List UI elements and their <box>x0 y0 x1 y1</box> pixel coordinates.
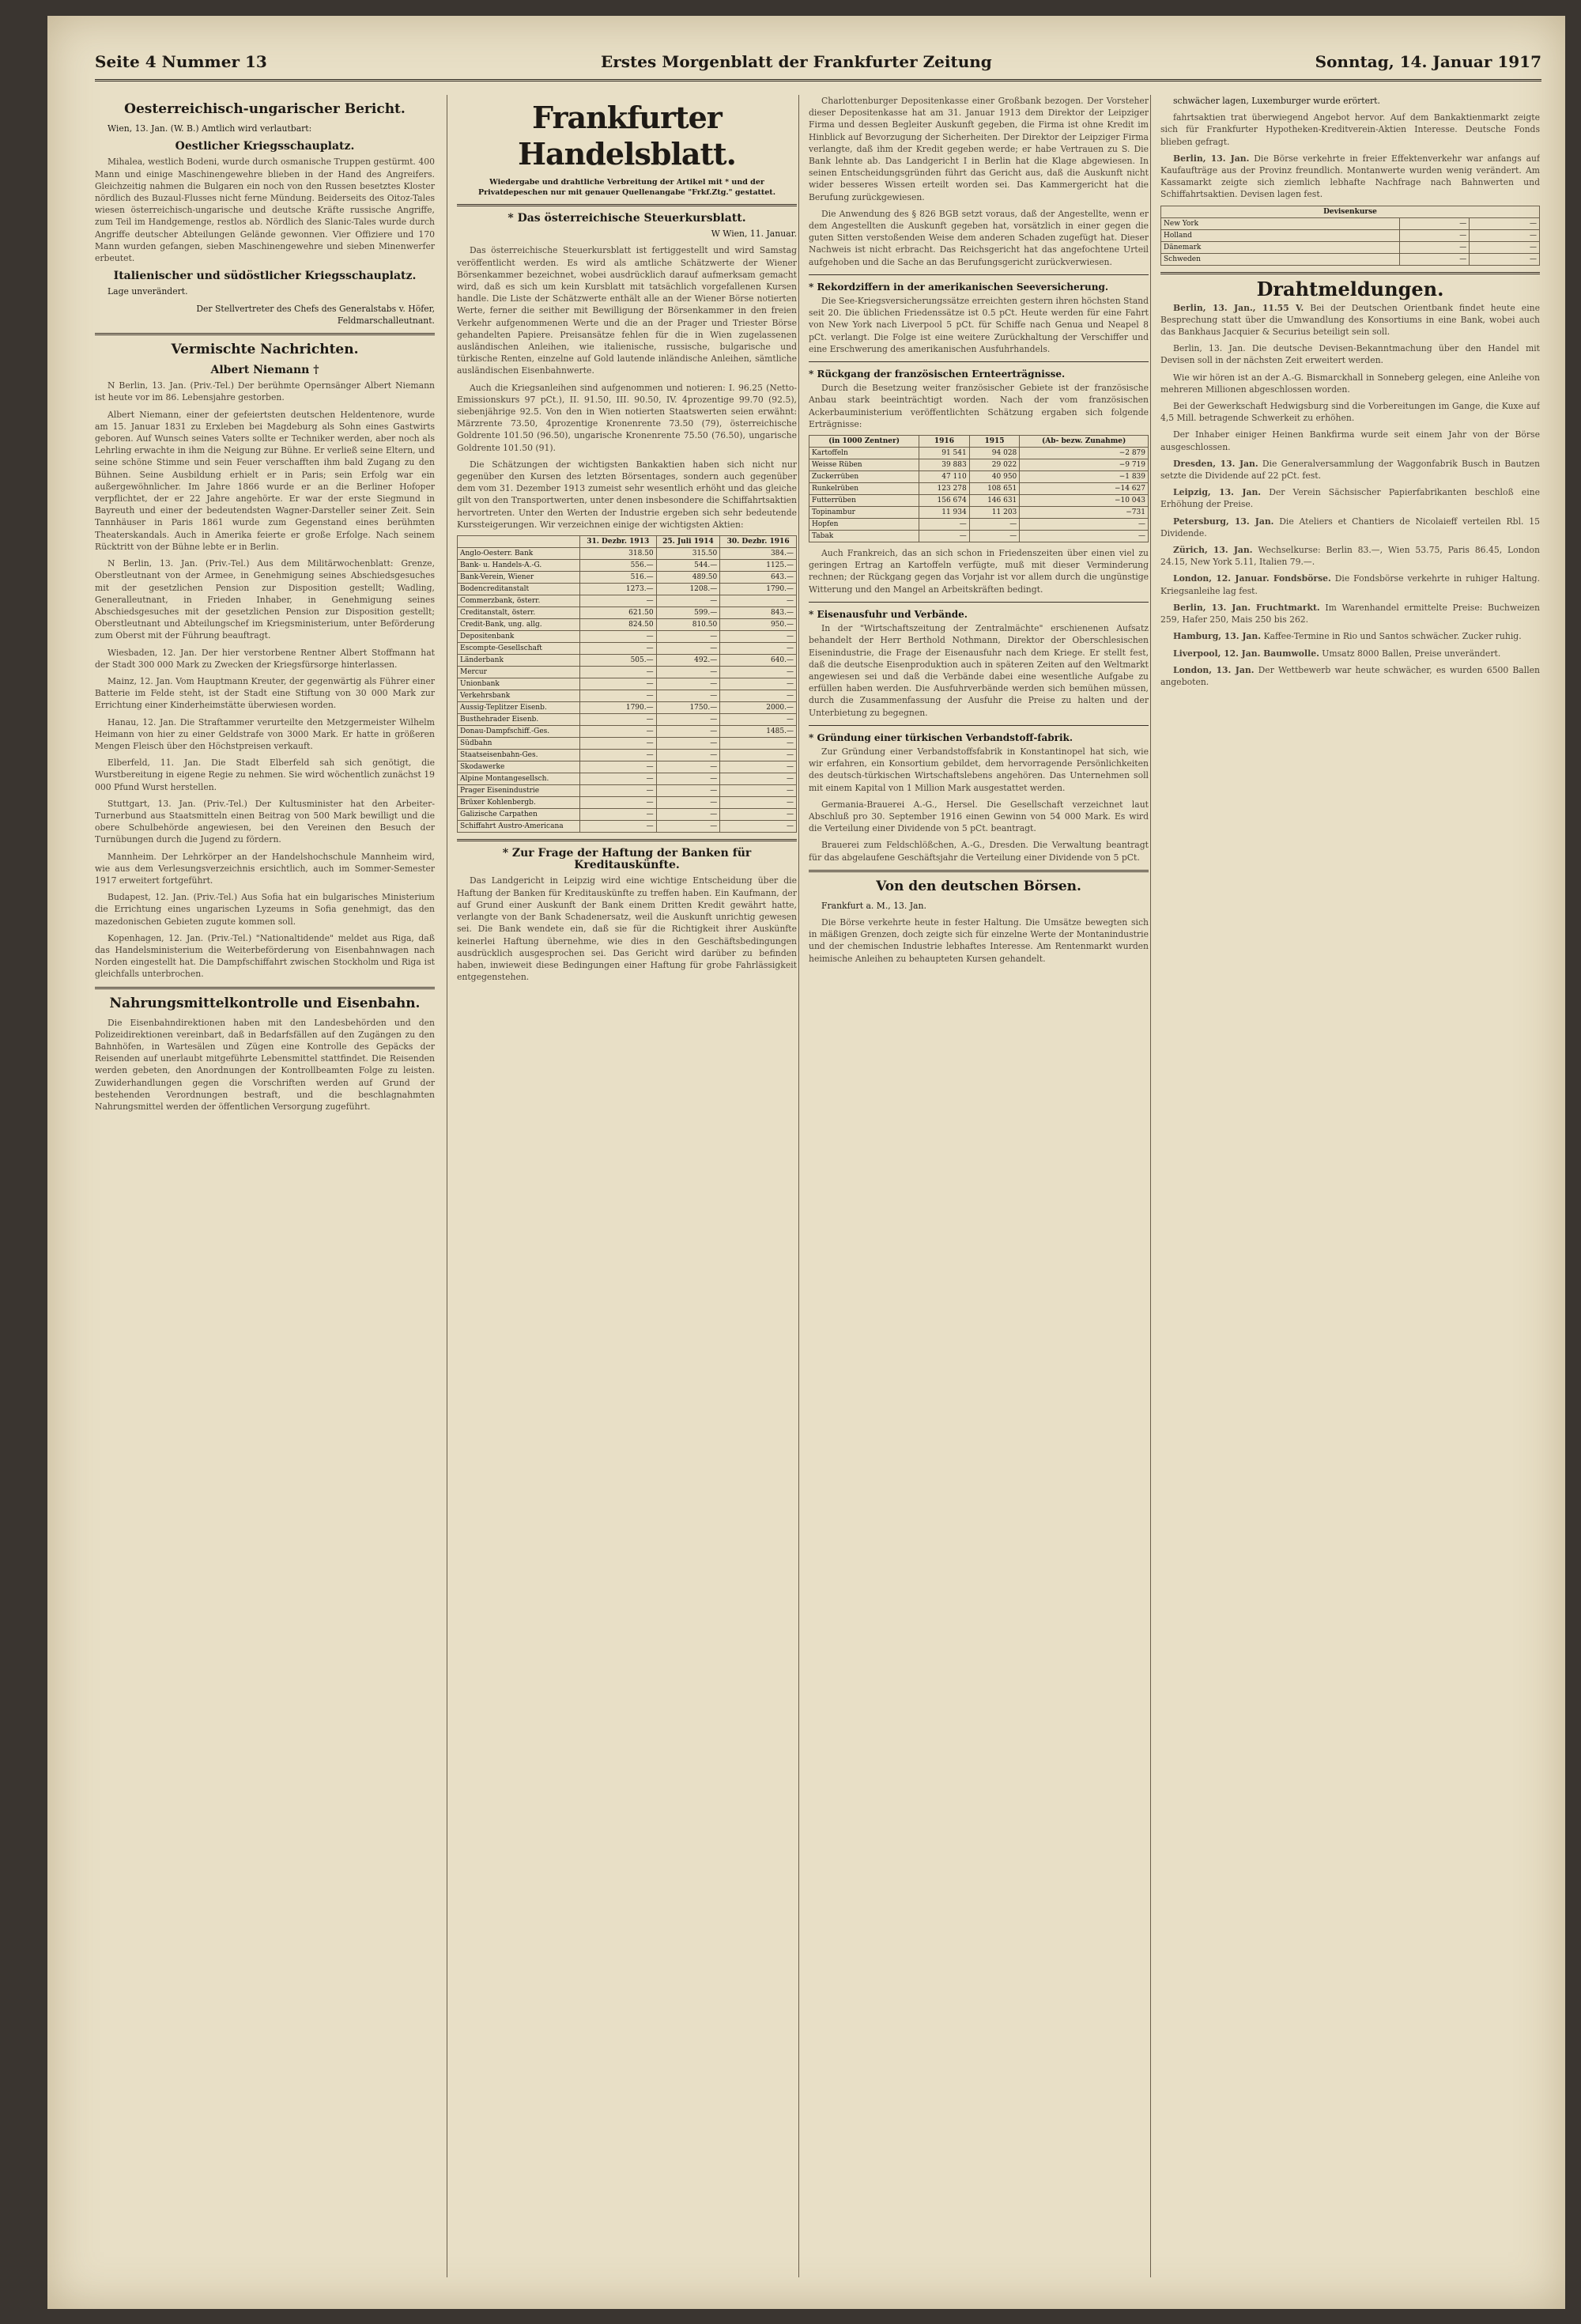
heading-niemann: Albert Niemann † <box>210 364 319 377</box>
harvest-row <box>809 459 1149 471</box>
article-text: Brauerei zum Feldschlößchen, A.-G., Dresden. Die Verwaltung beantragt für das abgelaufene Geschäftsjahr die Verteilung einer Dividende von 5 pCt. <box>809 840 1149 863</box>
table-cell: Dänemark <box>1161 241 1400 253</box>
article-text: Die Anwendung des § 826 BGB setzt voraus, daß der Angestellte, wenn er dem Angestellten die Auskunft gegeben hat, vorsätzlich in einer gegen die guten Sitten verstoßenden Weise dem anderen Schaden zugefügt hat. Dieser Nachweis ist nicht erbracht. Das Reichsgericht hat das angefochtene Urteil aufgehoben und die Sache an das Berufungsgericht zurückverwiesen. <box>809 208 1149 267</box>
harvest-table <box>809 435 1149 542</box>
article-text: Auch Frankreich, das an sich schon in Friedenszeiten über einen viel zu geringen Ertrag an Kartoffeln verfügte, muß mit dieser Verminderung rechnen; der Rückgang gegen das Vorjahr ist vor allem durch die ungünstige Witterung und den Mangel an Arbeitskräften bedingt. <box>809 548 1149 595</box>
table-cell: — <box>720 631 797 643</box>
article-text: Liverpool, 12. Jan. Baumwolle. Umsatz 8000 Ballen, Preise unverändert. <box>1173 648 1501 659</box>
table-cell: −1 839 <box>1020 471 1149 483</box>
table-cell: Anglo-Oesterr. Bank <box>458 548 580 560</box>
devisen-row <box>1161 217 1540 229</box>
table-cell: Prager Eisenindustrie <box>458 785 580 797</box>
table-cell: 492.— <box>656 655 720 667</box>
article-text: Hanau, 12. Jan. Die Straftammer verurteilte den Metzgermeister Wilhelm Heimann von hier zu einer Geldstrafe von 3000 Mark. Er hatte in größeren Mengen Fleisch über den Höchstpreisen verkauft. <box>95 716 435 751</box>
table-cell: — <box>720 785 797 797</box>
harvest-row <box>809 531 1149 542</box>
heading-austrian-report: Oesterreichisch-ungarischer Bericht. <box>124 101 406 117</box>
table-cell: — <box>656 809 720 821</box>
table-cell: — <box>720 773 797 785</box>
table-cell: 11 203 <box>969 507 1020 519</box>
table-cell: — <box>969 531 1020 542</box>
article-text: Durch die Besetzung weiter französischer Gebiete ist der französische Anbau stark beeinträchtigt worden. Nach der vom französischen Ackerbauministerium veröffentlichten Schätzung ergaben sich folgende Erträgnisse: <box>809 383 1149 429</box>
table-cell: Brüxer Kohlenbergb. <box>458 797 580 809</box>
stock-row <box>458 655 797 667</box>
table-cell: — <box>579 773 656 785</box>
stock-row <box>458 690 797 702</box>
article-text: Mihalea, westlich Bodeni, wurde durch osmanische Truppen gestürmt. 400 Mann und einige Maschinengewehre blieben in der Hand des Angreifers. Gleichzeitig nahmen die Bulgaren ein noch von den Russen besetztes Kloster nördlich des Buzaul-Flusses nicht ferne Mündung. Beiderseits des Oitoz-Tales wiesen österreichisch-ungarische und deutsche Kräfte russische Angriffe, zum Teil im Handgemenge, restlos ab. Nördlich des Slanic-Tales wurde durch Angriffe deutscher Abteilungen Gelände gewonnen. Vier Offiziere und 170 Mann wurden gefangen, sieben Maschinengewehre und sieben Minenwerfer erbeutet. <box>95 157 435 264</box>
stock-row <box>458 548 797 560</box>
table-cell: 643.— <box>720 572 797 584</box>
table-cell: — <box>579 785 656 797</box>
table-cell: — <box>579 821 656 833</box>
article-text: Wie wir hören ist an der A.-G. Bismarckhall in Sonneberg gelegen, eine Anleihe von mehreren Millionen abgeschlossen worden. <box>1160 372 1540 395</box>
table-cell: Südbahn <box>458 738 580 750</box>
table-cell: New York <box>1161 217 1400 229</box>
table-cell: 108 651 <box>969 483 1020 495</box>
article-text: Stuttgart, 13. Jan. (Priv.-Tel.) Der Kultusminister hat den Arbeiter-Turnerbund aus Staatsmitteln einen Beitrag von 500 Mark bewilligt und die obere Schulbehörde angewiesen, bei den Vereinen den Besuch der Turnübungen durch die Jugend zu fördern. <box>95 798 435 845</box>
table-cell: — <box>720 678 797 690</box>
table-header-cell <box>458 536 580 548</box>
table-cell: — <box>656 631 720 643</box>
table-cell: 156 674 <box>919 495 970 507</box>
stock-row <box>458 773 797 785</box>
devisen-row <box>1161 241 1540 253</box>
table-cell: — <box>579 690 656 702</box>
table-cell: — <box>720 690 797 702</box>
table-cell: Busthehrader Eisenb. <box>458 714 580 726</box>
table-cell: Schiffahrt Austro-Americana <box>458 821 580 833</box>
stock-row <box>458 572 797 584</box>
stock-row <box>458 821 797 833</box>
subheading-eastern-front: Oestlicher Kriegsschauplatz. <box>175 140 355 153</box>
stock-row <box>458 584 797 595</box>
table-cell: — <box>720 750 797 761</box>
table-cell: Galizische Carpathen <box>458 809 580 821</box>
table-cell: 1273.— <box>579 584 656 595</box>
article-text: Wiesbaden, 12. Jan. Der hier verstorbene Rentner Albert Stoffmann hat der Stadt 300 000 Mark zu Zwecken der Kriegsfürsorge hinterlassen. <box>95 647 435 670</box>
table-cell: — <box>720 667 797 678</box>
table-cell: — <box>1470 217 1540 229</box>
stock-row <box>458 761 797 773</box>
table-cell: 621.50 <box>579 607 656 619</box>
stock-row <box>458 714 797 726</box>
table-cell: — <box>579 714 656 726</box>
article-text: Petersburg, 13. Jan. Die Ateliers et Chantiers de Nicolaieff verteilen Rbl. 15 Dividende. <box>1160 516 1540 538</box>
stock-row <box>458 785 797 797</box>
table-header-cell: 31. Dezbr. 1913 <box>579 536 656 548</box>
table-cell: — <box>579 726 656 738</box>
table-cell: 384.— <box>720 548 797 560</box>
dateline: Frankfurt a. M., 13. Jan. <box>821 900 926 911</box>
table-cell: — <box>1020 531 1149 542</box>
table-cell: 40 950 <box>969 471 1020 483</box>
stock-row <box>458 678 797 690</box>
article-text: fahrtsaktien trat überwiegend Angebot hervor. Auf dem Bankaktienmarkt zeigte sich für Frankfurter Hypotheken-Kreditverein-Aktien Interesse. Deutsche Fonds blieben gefragt. <box>1160 112 1540 147</box>
table-cell: — <box>579 809 656 821</box>
table-cell: — <box>656 773 720 785</box>
table-cell: Verkehrsbank <box>458 690 580 702</box>
table-cell: — <box>919 519 970 531</box>
article-text: Elberfeld, 11. Jan. Die Stadt Elberfeld sah sich genötigt, die Wurstbereitung in eigene Regie zu nehmen. Sie wird wöchentlich zunächst 19 000 Pfund Wurst herstellen. <box>95 758 435 792</box>
column-4 <box>1150 95 1540 2277</box>
article-text: Berlin, 13. Jan., 11.55 V. Bei der Deutschen Orientbank findet heute eine Besprechung statt über die Umwandlung des Konsortiums in eine Bank, wobei auch das Bankhaus Jacquier & Securius beteiligt sein soll. <box>1160 302 1540 338</box>
table-cell: 544.— <box>656 560 720 572</box>
table-header-cell: (in 1000 Zentner) <box>809 436 919 448</box>
table-cell: 315.50 <box>656 548 720 560</box>
table-cell: 318.50 <box>579 548 656 560</box>
stock-row <box>458 809 797 821</box>
table-cell: Escompte-Gesellschaft <box>458 643 580 655</box>
article-text: N Berlin, 13. Jan. (Priv.-Tel.) Der berühmte Opernsänger Albert Niemann ist heute vor im 86. Lebensjahre gestorben. <box>95 380 435 403</box>
table-cell: 39 883 <box>919 459 970 471</box>
table-cell: — <box>579 595 656 607</box>
table-cell: 843.— <box>720 607 797 619</box>
table-cell: Skodawerke <box>458 761 580 773</box>
table-cell: — <box>720 714 797 726</box>
table-cell: — <box>656 821 720 833</box>
table-cell: 123 278 <box>919 483 970 495</box>
table-cell: Credit-Bank, ung. allg. <box>458 619 580 631</box>
devisen-table: Devisenkurse New York — — Holland — — Dänemark — — Schweden — — <box>1160 206 1540 266</box>
table-cell: — <box>969 519 1020 531</box>
stock-row <box>458 631 797 643</box>
harvest-row <box>809 471 1149 483</box>
table-cell: — <box>919 531 970 542</box>
article-text: London, 12. Januar. Fondsbörse. Die Fondsbörse verkehrte in ruhiger Haltung. Kriegsanleihe lag fest. <box>1160 573 1540 596</box>
article-text: Hamburg, 13. Jan. Kaffee-Termine in Rio und Santos schwächer. Zucker ruhig. <box>1173 631 1522 642</box>
table-cell: −2 879 <box>1020 448 1149 459</box>
heading-verbandstoff: * Gründung einer türkischen Verbandstoff-fabrik. <box>809 731 1073 743</box>
table-cell: Holland <box>1161 229 1400 241</box>
article-text: Mainz, 12. Jan. Vom Hauptmann Kreuter, der gegenwärtig als Führer einer Batterie im Felde steht, ist der Stadt eine Stiftung von 30 000 Mark zur Errichtung einer Kinderheimstätte überwiesen worden. <box>95 675 435 711</box>
stock-row <box>458 726 797 738</box>
table-cell: 1125.— <box>720 560 797 572</box>
table-header-cell: 1916 <box>919 436 970 448</box>
article-text: schwächer lagen, Luxemburger wurde erörtert. <box>1173 96 1380 106</box>
table-cell: Hopfen <box>809 519 919 531</box>
table-cell: Schweden <box>1161 253 1400 265</box>
table-cell: −9 719 <box>1020 459 1149 471</box>
article-text: In der "Wirtschaftszeitung der Zentralmächte" erschienenen Aufsatz behandelt der Herr Berthold Nothmann, Direktor der Oberschlesischen Eisenindustrie, die Frage der Eisenausfuhr nach dem Kriege. Er stellt fest, daß die deutsche Eisenproduktion auch in späteren Zeiten auf den Weltmarkt angewiesen sei und daß die Verbände dabei eine wesentliche Aufgabe zu erfüllen haben werden. Die Ausfuhrverbände werden sich bemühen müssen, durch die Zusammenfassung der Ausfuhr die Preise zu halten und der Unterbietung zu begegnen. <box>809 623 1149 718</box>
stock-row <box>458 595 797 607</box>
article-text: Die Börse verkehrte heute in fester Haltung. Die Umsätze bewegten sich in mäßigen Grenzen, doch zeigte sich für einzelne Werte der Montanindustrie und der chemischen Industrie lebhaftes Interesse. Am Rentenmarkt wurden heimische Anleihen zu behaupteten Kursen gehandelt. <box>809 916 1149 964</box>
article-text: Der Inhaber einiger Heinen Bankfirma wurde seit einem Jahr von der Börse ausgeschlossen. <box>1160 429 1540 452</box>
harvest-row <box>809 448 1149 459</box>
table-cell: Mercur <box>458 667 580 678</box>
table-cell: — <box>720 821 797 833</box>
table-cell: 94 028 <box>969 448 1020 459</box>
lage-text: Lage unverändert. <box>108 286 188 297</box>
devisen-row <box>1161 253 1540 265</box>
article-text: Berlin, 13. Jan. Die Börse verkehrte in freier Effektenverkehr war anfangs auf Kaufaufträge aus der Provinz freundlich. Montanwerte wurden wenig verändert. Am Kassamarkt zeigte sich ziemlich lebhafte Nachfrage nach Bahnwerten und Schiffahrtsaktien. Devisen lagen fest. <box>1160 153 1540 200</box>
table-cell: — <box>1399 229 1470 241</box>
dateline: W Wien, 11. Januar. <box>711 229 797 240</box>
table-cell: 489.50 <box>656 572 720 584</box>
stock-row <box>458 738 797 750</box>
table-cell: Unionbank <box>458 678 580 690</box>
table-cell: −731 <box>1020 507 1149 519</box>
article-text: Mannheim. Der Lehrkörper an der Handelshochschule Mannheim wird, wie aus dem Verlesungsverzeichnis ersichtlich, auch im Sommer-Semester 1917 erweitert fortgeführt. <box>95 851 435 886</box>
heading-mixed-news: Vermischte Nachrichten. <box>171 342 359 358</box>
table-header-cell: 25. Juli 1914 <box>656 536 720 548</box>
signature: Der Stellvertreter des Chefs des Generalstabs v. Höfer, Feldmarschalleutnant. <box>196 303 435 326</box>
harvest-row <box>809 519 1149 531</box>
table-cell: — <box>1470 229 1540 241</box>
table-cell: 91 541 <box>919 448 970 459</box>
table-cell: Aussig-Teplitzer Eisenb. <box>458 702 580 714</box>
article-text: Albert Niemann, einer der gefeiertsten deutschen Heldentenore, wurde am 15. Januar 1831 zu Erxleben bei Magdeburg als Sohn eines Gastwirts geboren. Auf Wunsch seines Vaters sollte er Techniker werden, aber noch als Lehrling erwachte in ihm die Neigung zur Bühne. Er verließ seine Eltern, und seine schöne Stimme und sein Feuer verschafften ihm bald Zugang zu den Bühnen. Seine Ausbildung erhielt er in Paris; sein Erfolg war ein außergewöhnlicher. Im Jahre 1866 wurde er an die Berliner Hofoper verpflichtet, der er 22 Jahre angehörte. Er war der erste Siegmund in Bayreuth und einer der bedeutendsten Wagner-Darsteller seiner Zeit. Sein Tannhäuser in Paris 1861 wurde zum Gegenstand eines berühmten Theaterskandals. Auch in Amerika feierte er große Erfolge. Nach seinem Rücktritt von der Bühne lebte er in Berlin. <box>95 409 435 552</box>
table-cell: Zuckerrüben <box>809 471 919 483</box>
article-text: Zürich, 13. Jan. Wechselkurse: Berlin 83.—, Wien 53.75, Paris 86.45, London 24.15, New York 5.11, Italien 79.—. <box>1160 545 1540 568</box>
masthead-handelsblatt: Frankfurter Handelsblatt. <box>518 100 736 172</box>
stock-row <box>458 702 797 714</box>
table-cell: Weisse Rüben <box>809 459 919 471</box>
article-text: Das österreichische Steuerkursblatt ist fertiggestellt und wird Samstag veröffentlicht werden. Es wird als amtliche Schätzwerte der Wiener Börsenkammer bezeichnet, wobei ausdrücklich darauf aufmerksam gemacht wird, daß es sich um kein Kursblatt mit tatsächlich vorgefallenen Kursen handle. Die Liste der Schätzwerte enthält alle an der Wiener Börse notierten Werte, ferner die seither mit Bewilligung der Börsenkammer in den freien Verkehr aufgenommenen Werte und die an der Prager und Triester Börse gehandelten Papiere. Preisansätze fehlen für die in Wien zugelassenen ausländischen Anleihen, wie italienische, russische, bulgarische und türkische Renten, einzelne auf Gold lautende inländische Anleihen, sämtliche ausländischen Eisenbahnwerte. <box>457 245 797 376</box>
table-cell: — <box>579 797 656 809</box>
table-cell: 1750.— <box>656 702 720 714</box>
table-cell: — <box>579 667 656 678</box>
table-cell: 516.— <box>579 572 656 584</box>
table-cell: 1208.— <box>656 584 720 595</box>
table-cell: 1485.— <box>720 726 797 738</box>
newspaper-page <box>47 16 1565 2309</box>
table-cell: Bank- u. Handels-A.-G. <box>458 560 580 572</box>
page-number: Seite 4 Nummer 13 <box>95 52 267 71</box>
table-cell: Topinambur <box>809 507 919 519</box>
article-text: N Berlin, 13. Jan. (Priv.-Tel.) Aus dem Militärwochenblatt: Grenze, Oberstleutnant von der Armee, in Genehmigung seines Abschiedsgesuches mit der gesetzlichen Pension zur Disposition gestellt; Wadling, Generalleutnant, in Frieden Inhaber, in Genehmigung seines Abschiedsgesuches mit der gesetzlichen Pension zur Disposition gestellt; Oberstleutnant und Abteilungschef im Kriegsministerium, unter Beförderung zum Oberst mit der Führung beauftragt. <box>95 558 435 641</box>
heading-boersen: Von den deutschen Börsen. <box>876 878 1081 894</box>
table-cell: Bank-Verein, Wiener <box>458 572 580 584</box>
table-cell: Bodencreditanstalt <box>458 584 580 595</box>
harvest-row <box>809 495 1149 507</box>
table-cell: — <box>1399 217 1470 229</box>
table-cell: Creditanstalt, österr. <box>458 607 580 619</box>
table-cell: — <box>656 678 720 690</box>
newspaper-title: Erstes Morgenblatt der Frankfurter Zeitung <box>601 52 992 71</box>
article-text: Leipzig, 13. Jan. Der Verein Sächsischer Papierfabrikanten beschloß eine Erhöhung der Preise. <box>1160 487 1540 510</box>
stock-table <box>457 535 797 833</box>
table-cell: — <box>656 797 720 809</box>
article-text: London, 13. Jan. Der Wettbewerb war heute schwächer, es wurden 6500 Ballen angeboten. <box>1160 664 1540 687</box>
table-cell: Kartoffeln <box>809 448 919 459</box>
table-cell: — <box>656 643 720 655</box>
table-cell: — <box>720 797 797 809</box>
article-text: Germania-Brauerei A.-G., Hersel. Die Gesellschaft verzeichnet laut Abschluß pro 30. September 1916 einen Gewinn von 54 000 Mark. Es wird die Verteilung einer Dividende von 5 pCt. beantragt. <box>809 799 1149 834</box>
table-cell: 599.— <box>656 607 720 619</box>
heading-eisenausfuhr: * Eisenausfuhr und Verbände. <box>809 608 968 620</box>
table-cell: Staatseisenbahn-Ges. <box>458 750 580 761</box>
heading-food-control: Nahrungsmittelkontrolle und Eisenbahn. <box>109 995 421 1011</box>
heading-steuerkursblatt: * Das österreichische Steuerkursblatt. <box>508 212 746 225</box>
table-header-cell: 30. Dezbr. 1916 <box>720 536 797 548</box>
table-cell: 146 631 <box>969 495 1020 507</box>
article-text: Budapest, 12. Jan. (Priv.-Tel.) Aus Sofia hat ein bulgarisches Ministerium die Errichtung eines ungarischen Lyzeums in Sofia genehmigt, das den mazedonischen Gebieten zugute kommen soll. <box>95 892 435 927</box>
table-cell: — <box>656 690 720 702</box>
table-cell: 556.— <box>579 560 656 572</box>
table-cell: Donau-Dampfschiff.-Ges. <box>458 726 580 738</box>
article-text: Bei der Gewerkschaft Hedwigsburg sind die Vorbereitungen im Gange, die Kuxe auf 4,5 Mill. betragende Schwerkeit zu erhöhen. <box>1160 401 1540 424</box>
stock-row <box>458 619 797 631</box>
heading-bank-liability: * Zur Frage der Haftung der Banken für Kreditauskünfte. <box>502 847 752 872</box>
table-cell: — <box>656 761 720 773</box>
article-text: Das Landgericht in Leipzig wird eine wichtige Entscheidung über die Haftung der Banken für Kreditauskünfte zu treffen haben. Ein Kaufmann, der auf Grund einer Auskunft der Bank einem Dritten Kredit gewährt hatte, verlangte von der Bank Schadenersatz, weil die Auskunft unrichtig gewesen sei. Die Bank wendete ein, daß sie für die Richtigkeit ihrer Auskünfte keinerlei Haftung übernehme, wie dies in den Geschäftsbedingungen ausdrücklich ausgesprochen sei. Das Gericht wird darüber zu befinden haben, inwieweit diese Bedingungen einer Haftung für grobe Fahrlässigkeit entgegenstehen. <box>457 875 797 983</box>
stock-row <box>458 750 797 761</box>
page-header <box>95 47 1541 81</box>
table-cell: — <box>720 595 797 607</box>
table-cell: 11 934 <box>919 507 970 519</box>
column-3 <box>798 95 1158 2277</box>
heading-drahtmeldungen: Drahtmeldungen. <box>1256 277 1444 300</box>
table-cell: — <box>656 667 720 678</box>
article-text: Die See-Kriegsversicherungssätze erreichten gestern ihren höchsten Stand seit 20. Die üblichen Friedenssätze ist 0.5 pCt. Heute werden für eine Fahrt von New York nach Liverpool 5 pCt. für Schiffe nach Genua und Neapel 8 pCt. verlangt. Die Folge ist eine weitere Zurückhaltung der Verschiffer und eine Erschwerung des amerikanischen Ausfuhrhandels. <box>809 296 1149 354</box>
subheading-italian-front: Italienischer und südöstlicher Kriegsschauplatz. <box>113 270 417 283</box>
article-text: Berlin, 13. Jan. Die deutsche Devisen-Bekanntmachung über den Handel mit Devisen soll in der nächsten Zeit erweitert werden. <box>1160 343 1540 366</box>
table-cell: — <box>656 750 720 761</box>
article-text: Berlin, 13. Jan. Fruchtmarkt. Im Warenhandel ermittelte Preise: Buchweizen 259, Hafer 250, Mais 250 bis 262. <box>1160 602 1540 625</box>
table-cell: — <box>1470 241 1540 253</box>
table-header-cell: 1915 <box>969 436 1020 448</box>
table-cell: 824.50 <box>579 619 656 631</box>
table-cell: — <box>656 726 720 738</box>
stock-row <box>458 643 797 655</box>
article-text: Zur Gründung einer Verbandstoffsfabrik in Konstantinopel hat sich, wie wir erfahren, ein Konsortium gebildet, dem hervorragende Persönlichkeiten des deutsch-türkischen Wirtschaftslebens angehören. Das Unternehmen soll mit einem Kapital von 1 Million Mark ausgestattet werden. <box>809 746 1149 793</box>
table-cell: — <box>579 631 656 643</box>
dateline: Wien, 13. Jan. (W. B.) Amtlich wird verlautbart: <box>108 123 312 134</box>
table-cell: — <box>579 761 656 773</box>
table-cell: — <box>656 714 720 726</box>
table-cell: — <box>579 678 656 690</box>
heading-seeversicherung: * Rekordziffern in der amerikanischen Seeversicherung. <box>809 281 1109 293</box>
table-cell: −14 627 <box>1020 483 1149 495</box>
table-cell: — <box>720 809 797 821</box>
table-cell: Commerzbank, österr. <box>458 595 580 607</box>
table-cell: 29 022 <box>969 459 1020 471</box>
stock-row <box>458 560 797 572</box>
table-cell: Futterrüben <box>809 495 919 507</box>
table-cell: — <box>1470 253 1540 265</box>
stock-row <box>458 607 797 619</box>
table-cell: — <box>579 643 656 655</box>
devisen-row <box>1161 229 1540 241</box>
table-cell: Alpine Montangesellsch. <box>458 773 580 785</box>
table-cell: — <box>579 738 656 750</box>
table-cell: 810.50 <box>656 619 720 631</box>
table-cell: 47 110 <box>919 471 970 483</box>
column-2 <box>447 95 806 2277</box>
table-cell: 1790.— <box>579 702 656 714</box>
table-cell: −10 043 <box>1020 495 1149 507</box>
harvest-row <box>809 483 1149 495</box>
table-cell: 640.— <box>720 655 797 667</box>
table-cell: — <box>656 595 720 607</box>
issue-date: Sonntag, 14. Januar 1917 <box>1315 52 1541 71</box>
table-cell: 1790.— <box>720 584 797 595</box>
table-cell: Länderbank <box>458 655 580 667</box>
stock-row <box>458 797 797 809</box>
table-cell: 950.— <box>720 619 797 631</box>
table-cell: — <box>720 738 797 750</box>
harvest-row <box>809 507 1149 519</box>
table-header-cell: (Ab- bezw. Zunahme) <box>1020 436 1149 448</box>
article-text: Charlottenburger Depositenkasse einer Großbank bezogen. Der Vorsteher dieser Depositenkasse hat am 31. Januar 1913 dem Direktor der Leipziger Firma und dessen Begleiter Auskunft gegeben, die Firma ist ohne Kredit im Hinblick auf Bevorzugung der Sicherheiten. Der Direktor der Leipziger Firma verlangte, daß ihm der Kredit gegeben werde; er habe Vertrauen zu S. Die Bank lehnte ab. Das Landgericht I in Berlin hat die Klage abgewiesen. In seinen Entscheidungsgründen führt das Gericht aus, daß die Auskunft nicht wider besseres Wissen erteilt worden sei. Das Kammergericht hat die Berufung zurückgewiesen. <box>809 96 1149 202</box>
column-1 <box>95 95 444 2277</box>
table-cell: — <box>656 785 720 797</box>
stock-row <box>458 667 797 678</box>
table-cell: 505.— <box>579 655 656 667</box>
article-text: Die Schätzungen der wichtigsten Bankaktien haben sich nicht nur gegenüber den Kursen des letzten Börsentages, sondern auch gegenüber dem vom 31. Dezember 1913 zumeist sehr wesentlich erhöht und das gleiche gilt von den Transportwerten, unter denen insbesondere die Schiffahrtsaktien hervortreten. Unter den Werten der Industrie ergeben sich sehr bedeutende Kurssteigerungen. Wir verzeichnen einige der wichtigsten Aktien: <box>457 459 797 530</box>
table-cell: — <box>579 750 656 761</box>
masthead-note: Wiedergabe und drahtliche Verbreitung der Artikel mit * und der Privatdepeschen nur mit genauer Quellenangabe "Frkf.Ztg." gestattet. <box>477 178 776 197</box>
article-text: Die Eisenbahndirektionen haben mit den Landesbehörden und den Polizeidirektionen vereinbart, daß in Bedarfsfällen auf den Zugängen zu den Bahnhöfen, in Wartesälen und Zügen eine Kontrolle des Gepäcks der Reisenden auf unerlaubt mitgeführte Lebensmittel stattfindet. Die Reisenden werden gebeten, den Anordnungen der Kontrollbeamten Folge zu leisten. Zuwiderhandlungen gegen die Vorschriften werden auf Grund der bestehenden Verordnungen bestraft, und die beschlagnahmten Nahrungsmittel werden der öffentlichen Versorgung zugeführt. <box>95 1017 435 1113</box>
table-cell: 2000.— <box>720 702 797 714</box>
table-cell: Runkelrüben <box>809 483 919 495</box>
table-cell: — <box>1399 253 1470 265</box>
table-cell: — <box>720 643 797 655</box>
table-cell: — <box>1399 241 1470 253</box>
table-cell: Tabak <box>809 531 919 542</box>
table-cell: Depositenbank <box>458 631 580 643</box>
table-cell: — <box>1020 519 1149 531</box>
article-text: Dresden, 13. Jan. Die Generalversammlung der Waggonfabrik Busch in Bautzen setzte die Dividende auf 22 pCt. fest. <box>1160 458 1540 482</box>
table-cell: — <box>720 761 797 773</box>
article-text: Kopenhagen, 12. Jan. (Priv.-Tel.) "Nationaltidende" meldet aus Riga, daß das Handelsministerium die Weiterbeförderung von Eisenbahnwagen nach Norden eingestellt hat. Die Dampfschiffahrt zwischen Stockholm und Riga ist gleichfalls unterbrochen. <box>95 932 435 980</box>
table-cell: — <box>656 738 720 750</box>
article-text: Auch die Kriegsanleihen sind aufgenommen und notieren: I. 96.25 (Netto-Emissionskurs 97 pCt.), II. 91.50, III. 90.50, IV. 4prozentige 99.70 (92.5), siebenjährige 92.5. Von den in Wien notierten Staatswerten seien erwähnt: Märzrente 73.50, 4prozentige Kronenrente 73.50 (79), österreichische Goldrente 101.50 (96.50), ungarische Kronenrente 75.50 (76.50), ungarische Goldrente 101.50 (91). <box>457 382 797 453</box>
heading-ernte: * Rückgang der französischen Ernteerträgnisse. <box>809 368 1066 380</box>
